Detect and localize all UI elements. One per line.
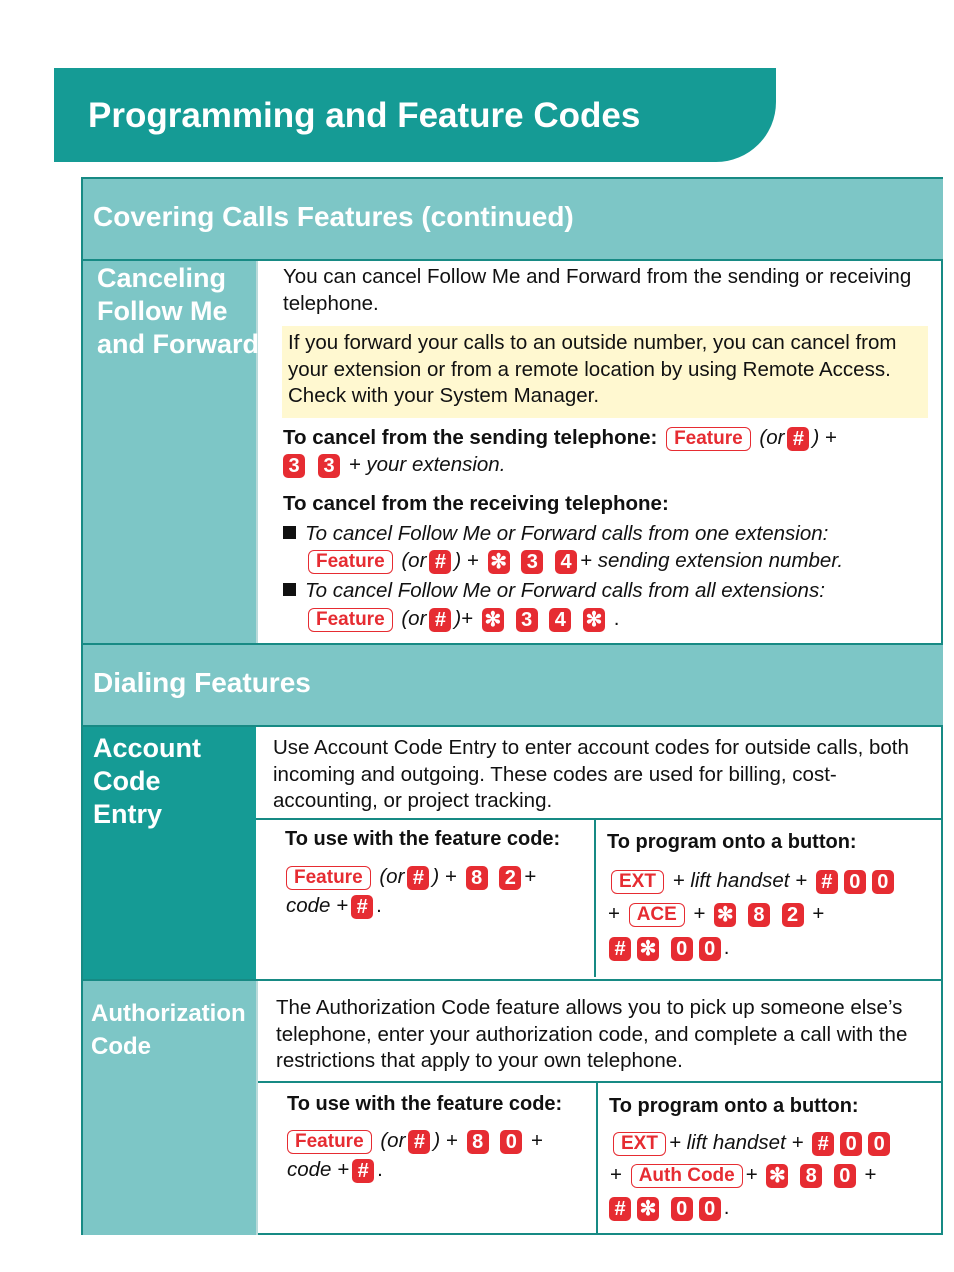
or-text: (or: [380, 1129, 406, 1152]
feature-key: Feature: [308, 608, 393, 632]
bullet-one-code: [305, 548, 843, 575]
hash-key: #: [609, 1197, 631, 1221]
hash-key: #: [812, 1132, 834, 1156]
plus-text: +: [825, 426, 837, 449]
sending-code-line: [280, 452, 505, 479]
covering-section-title: Covering Calls Features (continued): [93, 201, 574, 232]
key-0: 0: [699, 1197, 721, 1221]
bullet-text: To cancel Follow Me or Forward calls from all extensions:: [305, 579, 825, 602]
authorization-use-code-2: [287, 1157, 383, 1184]
key-3: 3: [318, 454, 340, 478]
plus-text: +: [693, 902, 706, 925]
canceling-intro: You can cancel Follow Me and Forward from the sending or receiving telephone.: [283, 265, 912, 315]
account-label-line: Code: [93, 766, 161, 796]
plus-text: +: [466, 549, 479, 572]
dialing-section-header: [83, 645, 943, 725]
key-2: 2: [782, 903, 804, 927]
period: .: [723, 936, 730, 959]
divider: [594, 820, 596, 977]
star-key: ✻: [637, 1197, 659, 1221]
remote-access-note: If you forward your calls to an outside number, you can cancel from your extension or from a remote location by using Remote Access. Check with your System Manager.: [282, 326, 928, 418]
sending-extension-text: + sending extension number.: [580, 549, 844, 572]
or-text: (or: [759, 426, 785, 449]
key-0: 0: [840, 1132, 862, 1156]
bullet-one-extension: [283, 521, 828, 548]
key-8: 8: [467, 1130, 489, 1154]
period: .: [723, 1196, 730, 1219]
authorization-intro: The Authorization Code feature allows you to pick up someone else’s telephone, enter your authorization code, and complete a call with the restrictions that apply to your own telephone.: [276, 996, 908, 1072]
account-program-line-2: [608, 901, 824, 928]
period: .: [376, 894, 382, 917]
bullet-icon: [283, 583, 296, 596]
lift-handset-text: + lift handset +: [672, 869, 808, 892]
key-0: 0: [671, 937, 693, 961]
key-0: 0: [671, 1197, 693, 1221]
account-label-line: Account: [93, 733, 201, 763]
key-3: 3: [283, 454, 305, 478]
key-8: 8: [466, 866, 488, 890]
star-key: ✻: [482, 608, 504, 632]
bullet-all-extensions: [283, 578, 825, 605]
sending-instruction: [283, 425, 837, 452]
key-0: 0: [868, 1132, 890, 1156]
key-0: 0: [834, 1164, 856, 1188]
key-0: 0: [872, 870, 894, 894]
key-2: 2: [499, 866, 521, 890]
canceling-label-line: Follow Me: [97, 296, 228, 326]
hash-key: #: [429, 608, 451, 632]
close-paren: ): [454, 549, 462, 572]
star-key: ✻: [583, 608, 605, 632]
plus-text: +: [608, 902, 620, 925]
dialing-section-title: Dialing Features: [93, 667, 311, 698]
key-3: 3: [521, 550, 543, 574]
hash-key: #: [408, 1130, 430, 1154]
code-text: code +: [287, 1158, 350, 1181]
canceling-label: [97, 262, 259, 361]
plus-text: +: [864, 1163, 877, 1186]
account-use-code-2: [286, 893, 382, 920]
hash-key: #: [787, 427, 809, 451]
divider: [596, 1083, 598, 1233]
divider: [256, 818, 943, 820]
sending-heading: To cancel from the sending telephone:: [283, 426, 658, 449]
ext-key: EXT: [611, 870, 664, 894]
bullet-text: To cancel Follow Me or Forward calls from one extension:: [305, 522, 829, 545]
authorization-label-line: Authorization: [91, 1000, 246, 1027]
authorization-use-code: [284, 1128, 543, 1155]
hash-key: #: [816, 870, 838, 894]
or-text: (or: [379, 865, 405, 888]
your-extension-text: + your extension.: [348, 453, 506, 476]
plus-text: +: [531, 1129, 544, 1152]
covering-section-header: [83, 179, 943, 259]
bullet-icon: [283, 526, 296, 539]
account-label-line: Entry: [93, 799, 163, 829]
key-0: 0: [699, 937, 721, 961]
account-label: [93, 732, 201, 831]
key-8: 8: [800, 1164, 822, 1188]
plus-text: +: [610, 1163, 622, 1186]
account-use-code: [283, 864, 536, 891]
key-3: 3: [516, 608, 538, 632]
key-4: 4: [549, 608, 571, 632]
key-0: 0: [844, 870, 866, 894]
close-paren: ): [432, 865, 440, 888]
feature-key: Feature: [666, 427, 751, 451]
star-key: ✻: [637, 937, 659, 961]
key-0: 0: [500, 1130, 522, 1154]
hash-key: #: [352, 1159, 374, 1183]
authorization-label-line: Code: [91, 1033, 151, 1060]
plus-text: +: [445, 1129, 458, 1152]
authorization-program-line-3: [606, 1195, 729, 1222]
close-paren: ): [433, 1129, 441, 1152]
authorization-label: [91, 997, 246, 1063]
star-key: ✻: [714, 903, 736, 927]
code-text: code +: [286, 894, 349, 917]
canceling-label-line: and Forward: [97, 329, 260, 359]
hash-key: #: [609, 937, 631, 961]
authorization-program-line-2: [610, 1162, 877, 1189]
star-key: ✻: [488, 550, 510, 574]
account-program-line-1: [608, 868, 897, 895]
lift-handset-text: + lift handset +: [668, 1131, 804, 1154]
hash-key: #: [351, 895, 373, 919]
plus-text: +: [461, 607, 474, 630]
authorization-program-line-1: [610, 1130, 893, 1157]
plus-text: +: [812, 902, 825, 925]
auth-code-key: Auth Code: [631, 1164, 743, 1188]
account-program-heading: To program onto a button:: [607, 831, 857, 853]
ace-key: ACE: [629, 903, 685, 927]
receiving-heading: To cancel from the receiving telephone:: [283, 492, 669, 515]
plus-text: +: [444, 865, 457, 888]
plus-text: +: [745, 1163, 758, 1186]
feature-key: Feature: [287, 1130, 372, 1154]
divider: [256, 981, 258, 1235]
account-use-heading: To use with the feature code:: [285, 828, 561, 850]
account-program-line-3: [606, 935, 729, 962]
authorization-use-heading: To use with the feature code:: [287, 1093, 563, 1115]
period: .: [613, 607, 620, 630]
hash-key: #: [407, 866, 429, 890]
page-banner: [54, 68, 776, 162]
ext-key: EXT: [613, 1132, 666, 1156]
close-paren: ): [812, 426, 820, 449]
star-key: ✻: [766, 1164, 788, 1188]
bullet-two-code: [305, 606, 619, 633]
account-intro: Use Account Code Entry to enter account codes for outside calls, both incoming and outgoing. These codes are used for billing, cost-accounting, or project tracking.: [273, 736, 909, 812]
key-8: 8: [748, 903, 770, 927]
page-title: Programming and Feature Codes: [88, 96, 641, 135]
or-text: (or: [401, 607, 427, 630]
canceling-label-line: Canceling: [97, 263, 227, 293]
plus-text: +: [524, 865, 537, 888]
authorization-program-heading: To program onto a button:: [609, 1095, 859, 1117]
feature-key: Feature: [286, 866, 371, 890]
close-paren: ): [454, 607, 462, 630]
key-4: 4: [555, 550, 577, 574]
hash-key: #: [429, 550, 451, 574]
divider: [256, 1081, 943, 1083]
or-text: (or: [401, 549, 427, 572]
period: .: [377, 1158, 383, 1181]
feature-key: Feature: [308, 550, 393, 574]
